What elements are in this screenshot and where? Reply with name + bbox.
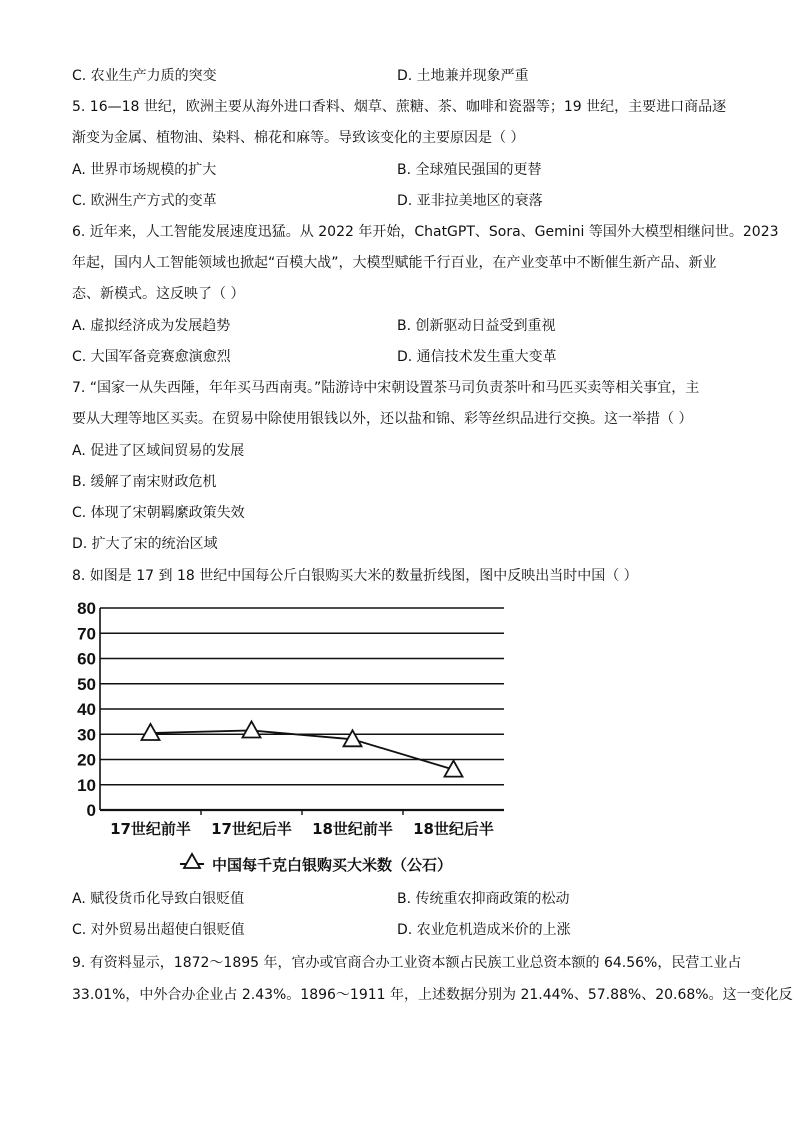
q8-option-c: C. 对外贸易出超使白银贬值	[72, 922, 245, 938]
q6-option-a: A. 虚拟经济成为发展趋势	[72, 318, 231, 334]
q6-stem-line3: 态、新模式。这反映了（ ）	[72, 286, 245, 302]
series-line	[151, 730, 454, 769]
q7-option-a: A. 促进了区域间贸易的发展	[72, 443, 245, 459]
x-tick-label: 17世纪后半	[211, 820, 292, 838]
x-tick-label: 18世纪前半	[312, 820, 393, 838]
prev-option-d: D. 土地兼并现象严重	[397, 68, 529, 84]
chart-gridlines	[100, 608, 504, 815]
y-tick-label: 70	[77, 624, 96, 644]
q6-stem-line2: 年起，国内人工智能领域也掀起“百模大战”，大模型赋能千行百业，在产业变革中不断催生新产品、新业	[72, 255, 717, 271]
q5-option-d: D. 亚非拉美地区的衰落	[397, 193, 543, 209]
q6-stem-line1: 6. 近年来，人工智能发展速度迅猛。从 2022 年开始，ChatGPT、Sora、Gemini 等国外大模型相继问世。2023	[72, 224, 779, 240]
q7-option-b: B. 缓解了南宋财政危机	[72, 474, 217, 490]
data-point-triangle	[243, 721, 261, 737]
y-tick-label: 10	[77, 775, 96, 795]
y-tick-label: 20	[77, 750, 96, 770]
y-tick-label: 30	[77, 725, 96, 745]
chart-series	[142, 721, 463, 776]
q5-stem-line2: 渐变为金属、植物油、染料、棉花和麻等。导致该变化的主要原因是（ ）	[72, 130, 525, 146]
chart-y-tick-labels	[77, 599, 96, 820]
x-tick-label: 18世纪后半	[413, 820, 494, 838]
q7-option-c: C. 体现了宋朝羁縻政策失效	[72, 505, 245, 521]
q6-option-b: B. 创新驱动日益受到重视	[397, 318, 556, 334]
y-tick-label: 40	[77, 700, 96, 719]
q7-stem-line2: 要从大理等地区买卖。在贸易中除使用银钱以外，还以盐和锦、彩等丝织品进行交换。这一举措（ ）	[72, 411, 693, 427]
y-tick-label: 0	[86, 801, 96, 820]
q8-option-b: B. 传统重农抑商政策的松动	[397, 891, 570, 907]
q9-stem-line1: 9. 有资料显示，1872～1895 年，官办或官商合办工业资本额占民族工业总资本额的 64.56%，民营工业占	[72, 955, 742, 971]
q8-stem: 8. 如图是 17 到 18 世纪中国每公斤白银购买大米的数量折线图，图中反映出当时中国（ ）	[72, 568, 638, 584]
chart-x-tick-labels	[110, 820, 494, 838]
y-tick-label: 50	[77, 674, 96, 694]
q5-stem-line1: 5. 16—18 世纪，欧洲主要从海外进口香料、烟草、蔗糖、茶、咖啡和瓷器等；19 世纪，主要进口商品逐	[72, 99, 727, 115]
y-tick-label: 60	[77, 649, 96, 669]
q8-option-a: A. 赋役货币化导致白银贬值	[72, 891, 245, 907]
legend-label: 中国每千克白银购买大米数（公石）	[212, 856, 453, 874]
y-tick-label: 80	[77, 599, 96, 618]
chart-legend	[180, 854, 452, 874]
q7-option-d: D. 扩大了宋的统治区域	[72, 536, 218, 552]
q5-option-b: B. 全球殖民强国的更替	[397, 162, 542, 178]
q7-stem-line1: 7. “国家一从失西陲，年年买马西南夷。”陆游诗中宋朝设置茶马司负责茶叶和马匹买卖等相关事宜，主	[72, 380, 700, 396]
q6-option-d: D. 通信技术发生重大变革	[397, 349, 557, 365]
legend-triangle-marker	[184, 854, 200, 868]
q8-option-d: D. 农业危机造成米价的上涨	[397, 922, 571, 938]
q5-option-a: A. 世界市场规模的扩大	[72, 162, 217, 178]
prev-option-c: C. 农业生产力质的突变	[72, 68, 217, 84]
line-chart	[72, 596, 532, 886]
q9-stem-line2: 33.01%，中外合办企业占 2.43%。1896～1911 年，上述数据分别为 21.44%、57.88%、20.68%。这一变化反	[72, 987, 793, 1003]
q6-option-c: C. 大国军备竞赛愈演愈烈	[72, 349, 231, 365]
x-tick-label: 17世纪前半	[110, 820, 191, 838]
q5-option-c: C. 欧洲生产方式的变革	[72, 193, 217, 209]
